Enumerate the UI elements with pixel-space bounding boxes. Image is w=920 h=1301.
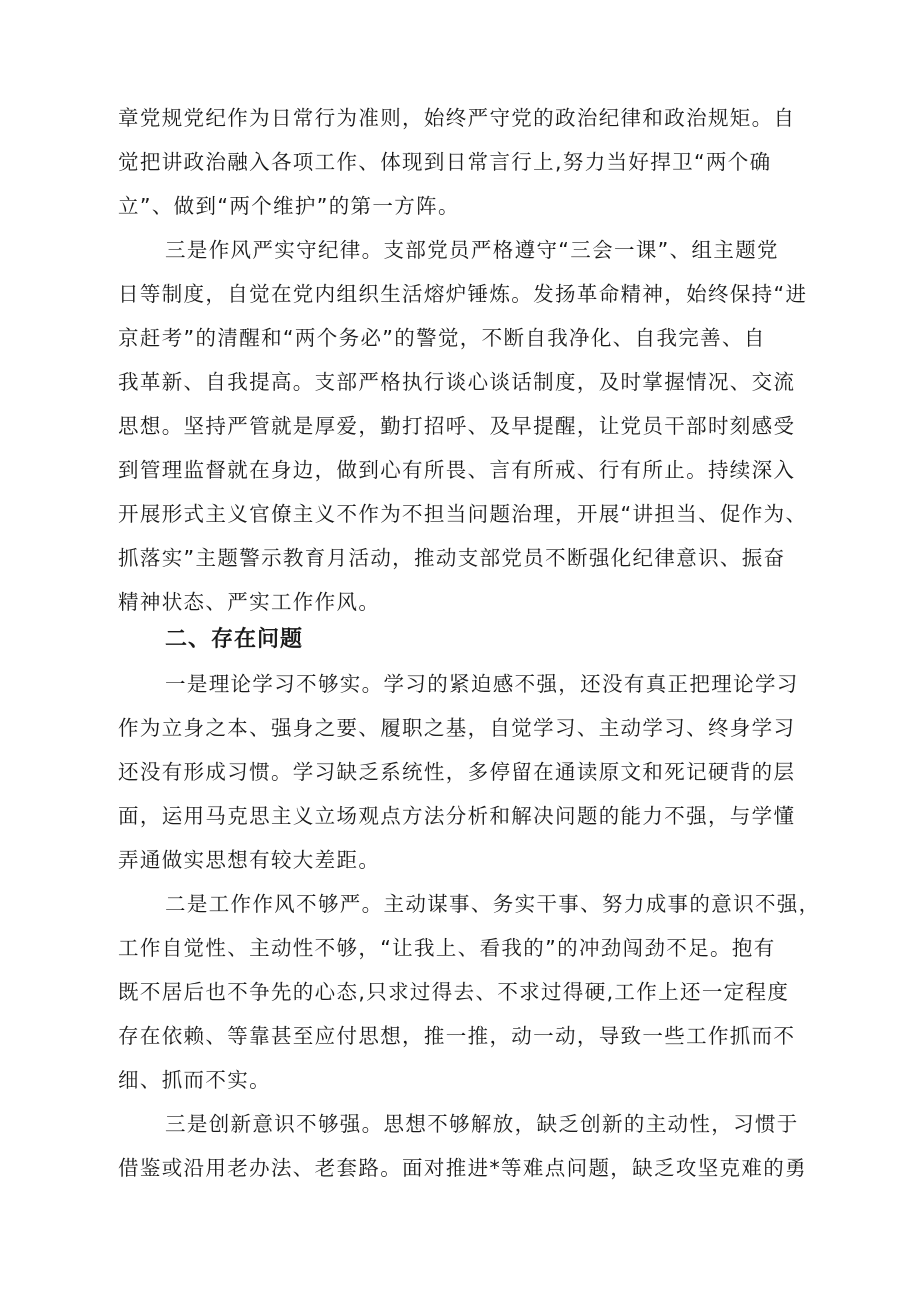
- paragraph-line: 二是工作作风不够严。主动谋事、务实干事、努力成事的意识不强，: [165, 892, 821, 916]
- paragraph-line: 面，运用马克思主义立场观点方法分析和解决问题的能力不强，与学懂: [118, 804, 796, 828]
- paragraph-line: 到管理监督就在身边，做到心有所畏、言有所戒、行有所止。持续深入: [118, 458, 796, 482]
- paragraph-line: 一是理论学习不够实。学习的紧迫感不强，还没有真正把理论学习: [165, 672, 799, 696]
- paragraph-line: 日等制度，自觉在党内组织生活熔炉锤炼。发扬革命精神，始终保持“进: [118, 282, 808, 306]
- paragraph-line: 觉把讲政治融入各项工作、体现到日常言行上,努力当好捍卫“两个确: [118, 150, 772, 174]
- paragraph-line: 存在依赖、等靠甚至应付思想，推一推，动一动，导致一些工作抓而不: [118, 1024, 796, 1048]
- paragraph-line: 细、抓而不实。: [118, 1068, 271, 1092]
- paragraph-line: 精神状态、严实工作作风。: [118, 590, 381, 614]
- section-heading: 二、存在问题: [165, 627, 304, 652]
- paragraph-line: 章党规党纪作为日常行为准则，始终严守党的政治纪律和政治规矩。自: [118, 106, 796, 130]
- paragraph-line: 作为立身之本、强身之要、履职之基，自觉学习、主动学习、终身学习: [118, 716, 796, 740]
- paragraph-line: 思想。坚持严管就是厚爱，勤打招呼、及早提醒，让党员干部时刻感受: [118, 414, 796, 438]
- paragraph-line: 开展形式主义官僚主义不作为不担当问题治理，开展“讲担当、促作为、: [118, 502, 808, 526]
- paragraph-line: 弄通做实思想有较大差距。: [118, 848, 381, 872]
- paragraph-line: 还没有形成习惯。学习缺乏系统性，多停留在通读原文和死记硬背的层: [118, 760, 796, 784]
- paragraph-line: 京赶考”的清醒和“两个务必”的警觉，不断自我净化、自我完善、自: [118, 326, 766, 350]
- paragraph-line: 工作自觉性、主动性不够，“让我上、看我的”的冲劲闯劲不足。抱有: [118, 936, 776, 960]
- paragraph-line: 立”、做到“两个维护”的第一方阵。: [118, 194, 460, 218]
- paragraph-line: 既不居后也不争先的心态,只求过得去、不求过得硬,工作上还一定程度: [118, 980, 790, 1004]
- paragraph-line: 三是作风严实守纪律。支部党员严格遵守“三会一课”、组主题党: [165, 238, 779, 262]
- paragraph-line: 抓落实”主题警示教育月活动，推动支部党员不断强化纪律意识、振奋: [118, 546, 786, 570]
- paragraph-line: 三是创新意识不够强。思想不够解放，缺乏创新的主动性，习惯于: [165, 1112, 799, 1136]
- paragraph-line: 我革新、自我提高。支部严格执行谈心谈话制度，及时掌握情况、交流: [118, 370, 796, 394]
- paragraph-line: 借鉴或沿用老办法、老套路。面对推进*等难点问题，缺乏攻坚克难的勇: [118, 1156, 807, 1180]
